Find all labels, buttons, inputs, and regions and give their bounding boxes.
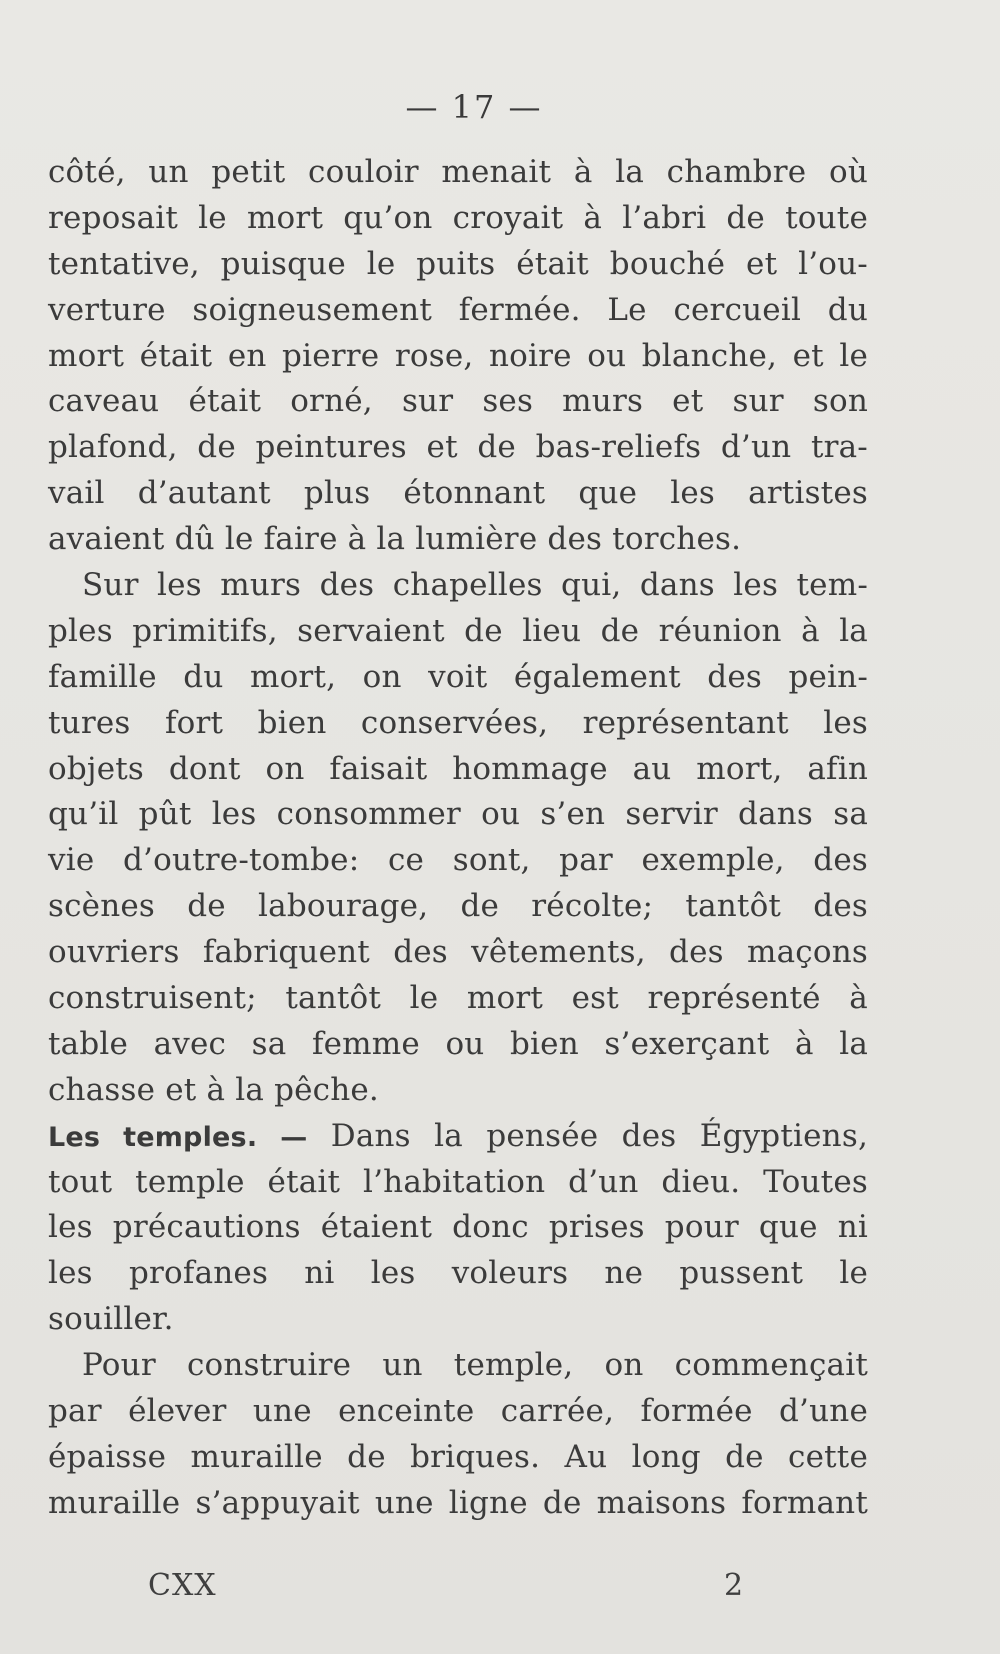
text-line: avaient dû le faire à la lumière des torches.: [48, 521, 742, 558]
section-line-text: Dans la pensée des Égyptiens,: [330, 1117, 868, 1154]
text-line: par élever une enceinte carrée, formée d’une: [48, 1393, 868, 1430]
text-line: ples primitifs, servaient de lieu de réunion à la: [48, 612, 868, 649]
text-line: souiller.: [48, 1301, 174, 1338]
text-line: scènes de labourage, de récolte; tantôt des: [48, 888, 868, 925]
text-line: épaisse muraille de briques. Au long de cette: [48, 1438, 868, 1475]
text-line: table avec sa femme ou bien s’exerçant à la: [48, 1025, 868, 1062]
page-number: — 17 —: [405, 88, 543, 126]
text-line: plafond, de peintures et de bas-reliefs d’un tra-: [48, 429, 868, 466]
sheet-number: 2: [724, 1568, 744, 1603]
text-line: reposait le mort qu’on croyait à l’abri de toute: [48, 199, 868, 236]
text-line: ouvriers fabriquent des vêtements, des maçons: [48, 934, 868, 971]
text-line: tentative, puisque le puits était bouché et l’ou-: [48, 245, 868, 282]
section-heading: Les temples. —: [48, 1121, 308, 1153]
signature-mark: CXX: [148, 1568, 217, 1603]
text-line: tures fort bien conservées, représentant les: [48, 704, 868, 741]
text-line: les précautions étaient donc prises pour que ni: [48, 1209, 868, 1246]
text-line: Pour construire un temple, on commençait: [82, 1347, 868, 1384]
text-line: les profanes ni les voleurs ne pussent le: [48, 1255, 868, 1292]
text-line: objets dont on faisait hommage au mort, afin: [48, 750, 868, 787]
text-line: vie d’outre-tombe: ce sont, par exemple, des: [48, 842, 868, 879]
text-line: mort était en pierre rose, noire ou blanche, et le: [48, 337, 868, 374]
text-line: muraille s’appuyait une ligne de maisons formant: [48, 1484, 868, 1521]
text-line: famille du mort, on voit également des pein-: [48, 658, 868, 695]
text-line: chasse et à la pêche.: [48, 1071, 379, 1108]
text-line: côté, un petit couloir menait à la chambre où: [48, 154, 868, 190]
text-line: construisent; tantôt le mort est représenté à: [48, 980, 868, 1017]
body-text: [48, 150, 868, 1527]
text-line: caveau était orné, sur ses murs et sur son: [48, 383, 868, 420]
text-line: vail d’autant plus étonnant que les artistes: [48, 475, 868, 512]
text-line: qu’il pût les consommer ou s’en servir dans sa: [48, 796, 868, 833]
text-line: verture soigneusement fermée. Le cercueil du: [48, 291, 868, 328]
text-line: tout temple était l’habitation d’un dieu. Toutes: [48, 1163, 868, 1200]
text-line: Sur les murs des chapelles qui, dans les tem-: [82, 567, 868, 604]
section-line: [48, 1114, 868, 1160]
